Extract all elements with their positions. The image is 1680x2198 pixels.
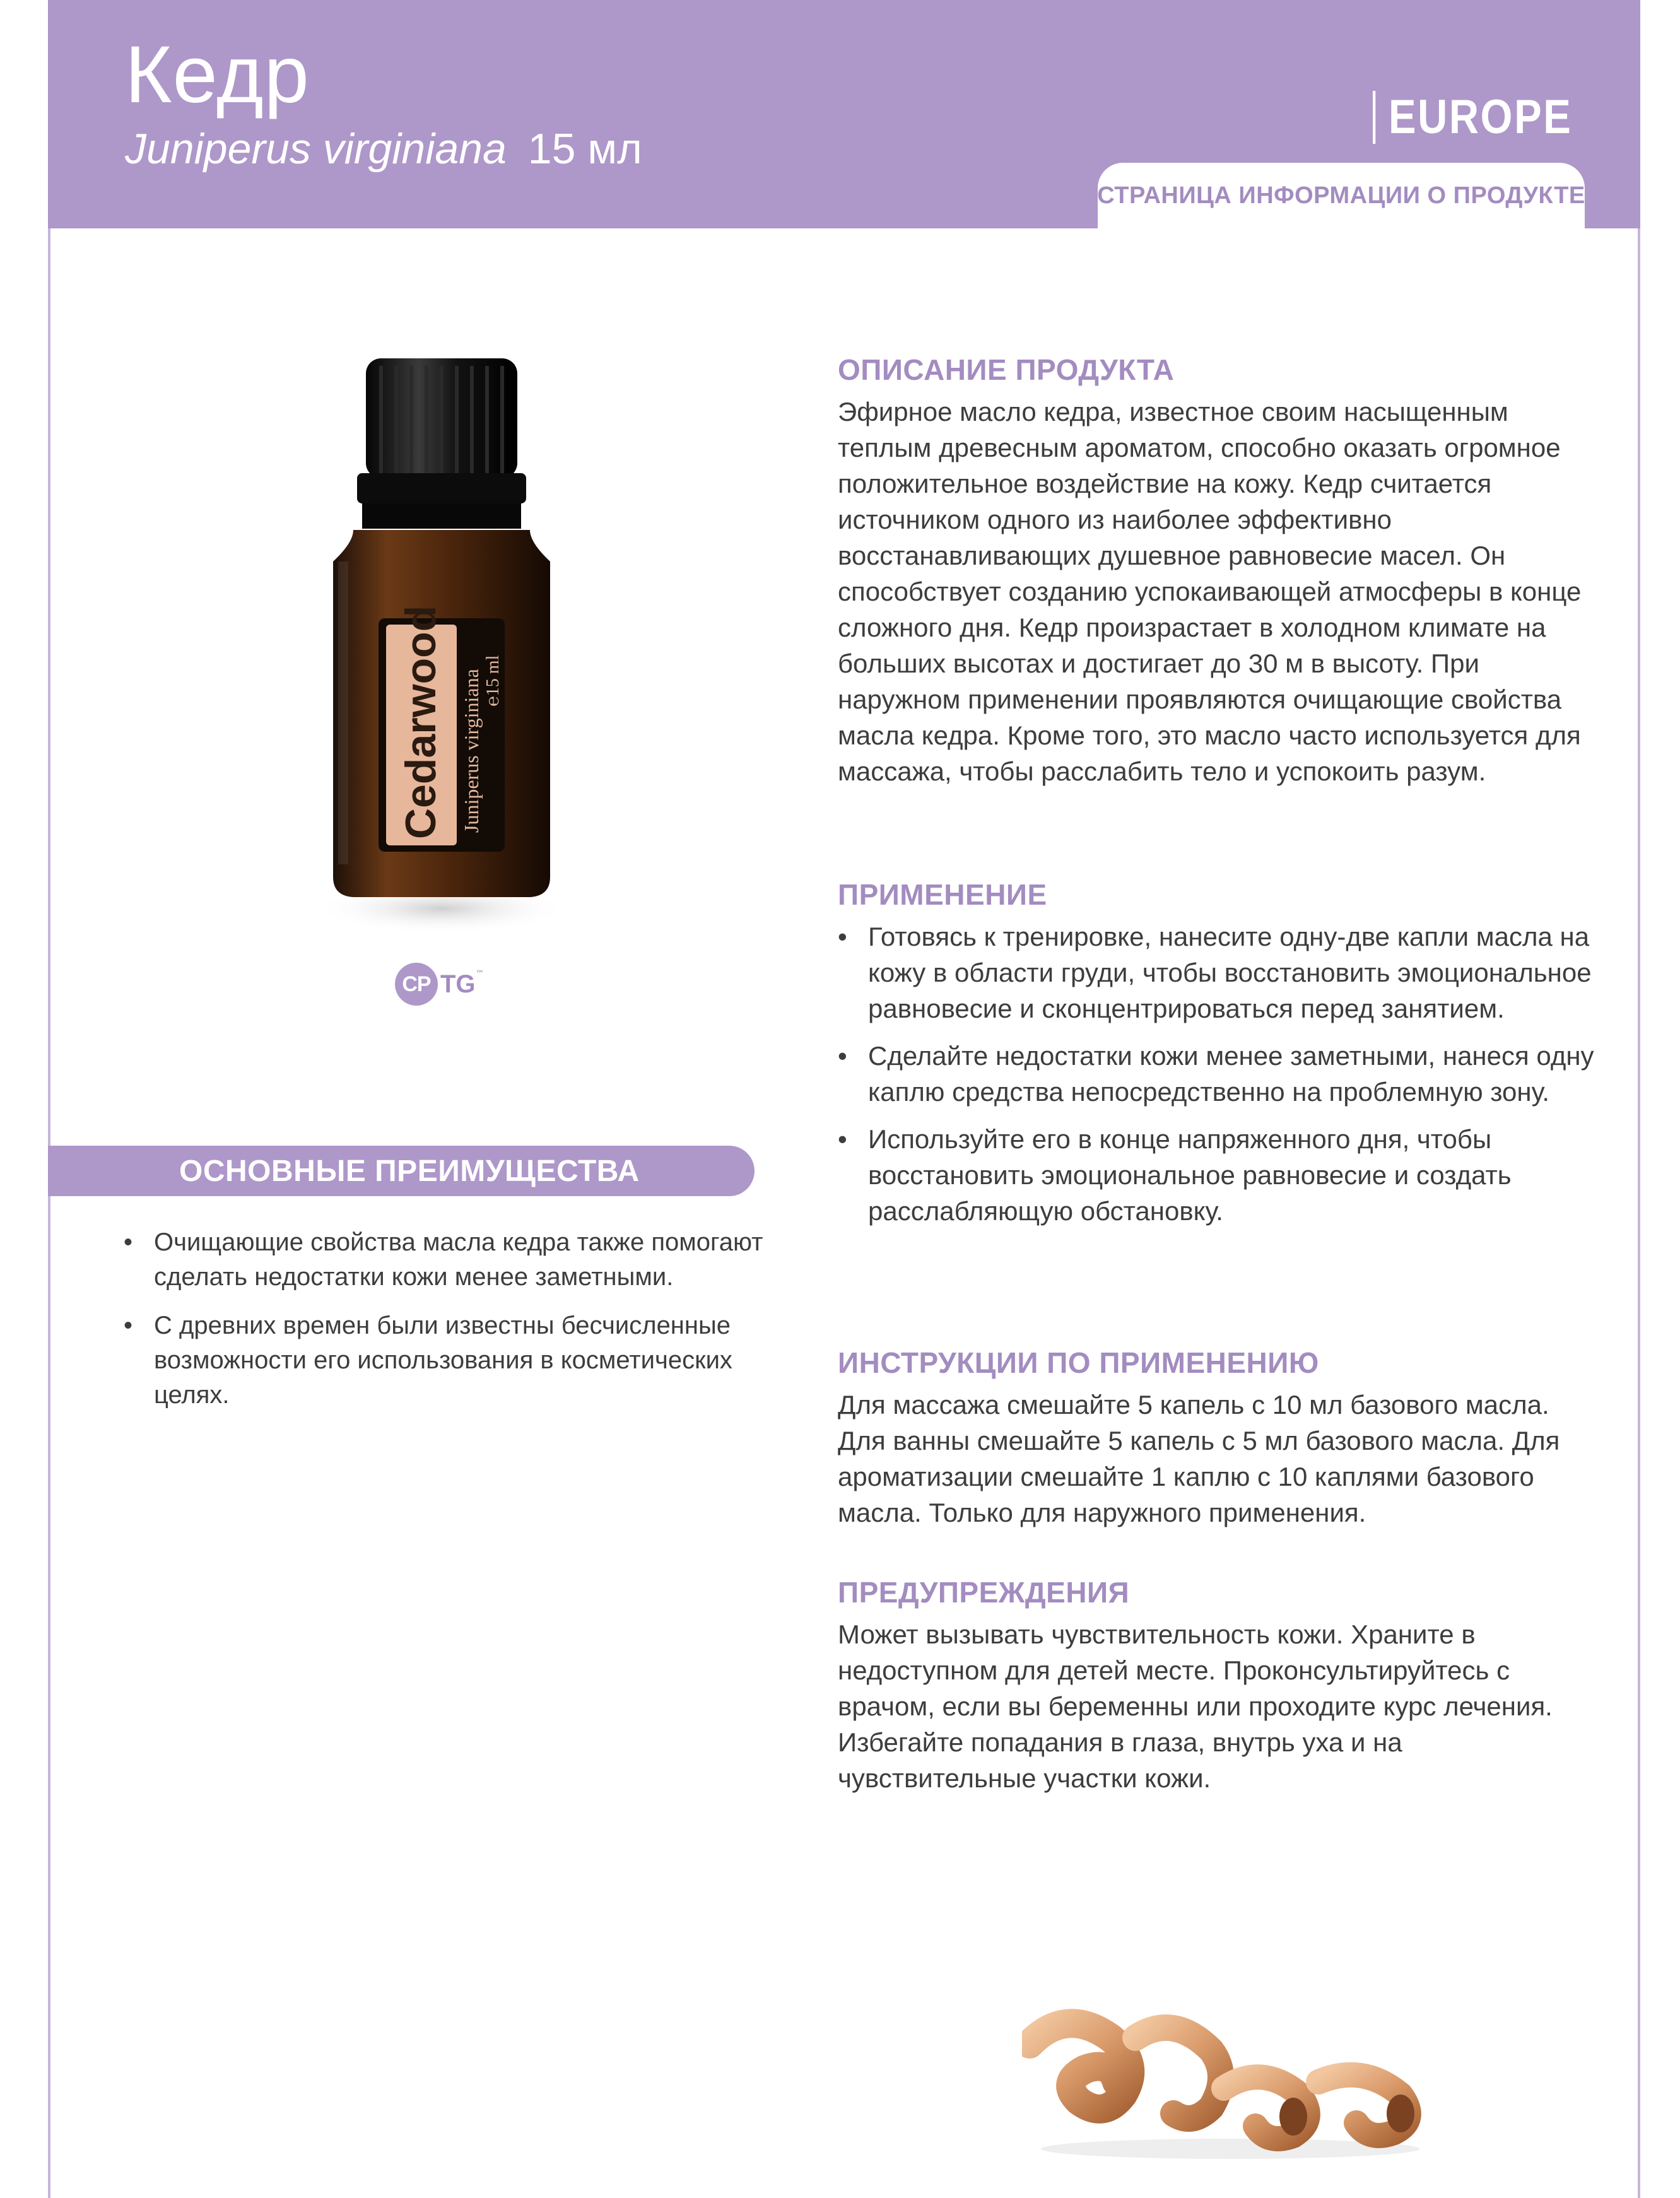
uses-heading: ПРИМЕНЕНИЕ <box>838 878 1047 911</box>
cptg-badge <box>395 964 485 1004</box>
product-bottle-image <box>315 353 568 934</box>
latin-name: Juniperus virginiana <box>125 125 507 173</box>
use-item: • Готовясь к тренировке, нанесите одну-две капли масла на кожу в области груди, чтобы восстановить эмоциональное равновесие и сконцентрироваться перед занятием. <box>838 919 1601 1026</box>
cautions-text: Может вызывать чувствительность кожи. Храните в недоступном для детей месте. Проконсультируйтесь с врачом, если вы беременны или проходите курс лечения. Избегайте попадания в глаза, внутрь уха и на чувствительные участки кожи. <box>838 1619 1553 1793</box>
use-item: • Используйте его в конце напряженного дня, чтобы восстановить эмоциональное равновесие и создать расслабляющую обстановку. <box>838 1121 1601 1229</box>
description-section <box>838 351 1601 789</box>
product-title: Кедр <box>125 30 310 120</box>
bottle-label-volume: ℮15 ml <box>483 655 503 707</box>
cautions-heading: ПРЕДУПРЕЖДЕНИЯ <box>838 1576 1130 1609</box>
use-item: • Сделайте недостатки кожи менее заметными, нанеся одну каплю средства непосредственно на проблемную зону. <box>838 1038 1601 1110</box>
uses-list <box>838 919 1601 1229</box>
page-type-tab <box>1098 163 1585 228</box>
bottle-label-name: Cedarwood <box>397 605 445 839</box>
uses-section <box>838 876 1601 1240</box>
description-text: Эфирное масло кедра, известное своим насыщенным теплым древесным ароматом, способно оказать огромное положительное воздействие на кожу. Кедр считается источником одного из наиболее эффективно восстанавливающих душевное равновесие масел. Он способствует созданию успокаивающей атмосферы в конце сложного дня. Кедр произрастает в холодном климате на больших высотах и достигает до 30 м в высоту. При наружном применении проявляются очищающие свойства масла кедра. Кроме того, это масло часто используется для массажа, чтобы расслабить тело и успокоить разум. <box>838 397 1582 786</box>
bottle-label-latin: Juniperus virginiana <box>460 669 483 833</box>
bottle-illustration <box>315 353 568 934</box>
cptg-cp-mark: CP <box>395 963 438 1006</box>
wood-shavings-illustration <box>1022 2000 1438 2164</box>
cautions-section <box>838 1573 1601 1796</box>
page-type-label: СТРАНИЦА ИНФОРМАЦИИ О ПРОДУКТЕ <box>1097 182 1585 209</box>
wood-shavings-image <box>1022 2000 1438 2164</box>
benefits-heading: ОСНОВНЫЕ ПРЕИМУЩЕСТВА <box>179 1154 640 1188</box>
benefits-list <box>124 1225 767 1426</box>
description-heading: ОПИСАНИЕ ПРОДУКТА <box>838 353 1175 386</box>
benefit-item: • Очищающие свойства масла кедра также помогают сделать недостатки кожи менее заметными. <box>124 1225 767 1295</box>
product-subtitle <box>125 124 642 174</box>
cptg-tg-mark: TG <box>440 970 476 998</box>
directions-heading: ИНСТРУКЦИИ ПО ПРИМЕНЕНИЮ <box>838 1346 1319 1379</box>
benefit-item: • С древних времен были известны бесчисленные возможности его использования в косметических целях. <box>124 1308 767 1413</box>
directions-section <box>838 1344 1601 1531</box>
directions-text: Для массажа смешайте 5 капель с 10 мл базового масла. Для ванны смешайте 5 капель с 5 мл базового масла. Для ароматизации смешайте 1 каплю с 10 каплями базового масла. Только для наружного применения. <box>838 1390 1560 1527</box>
region-label: EUROPE <box>1373 91 1572 144</box>
product-volume: 15 мл <box>527 125 642 173</box>
benefits-heading-bar <box>48 1146 755 1196</box>
cptg-trademark: ™ <box>475 969 485 979</box>
